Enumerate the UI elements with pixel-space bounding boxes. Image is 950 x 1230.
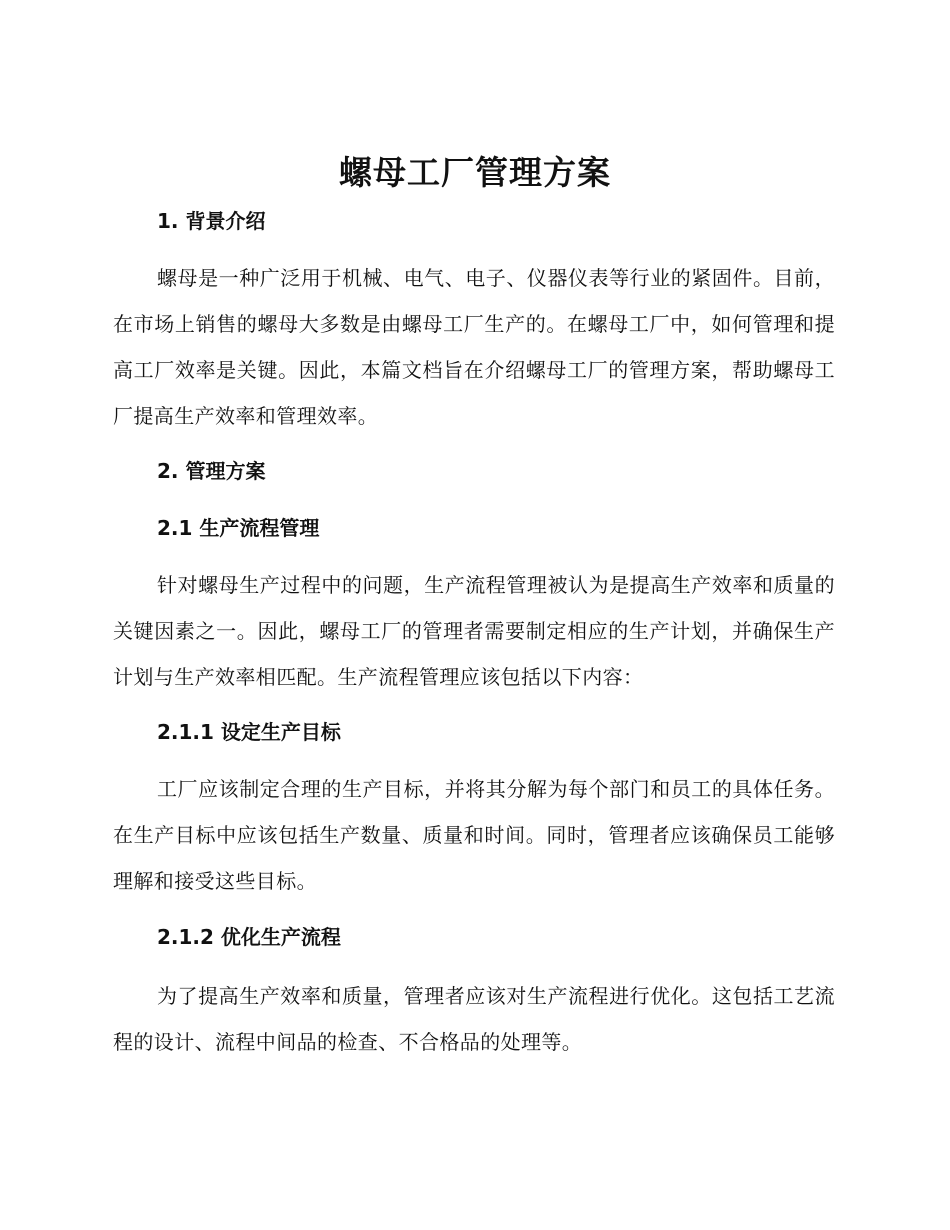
section-heading-optimize-process: 2.1.2 优化生产流程 xyxy=(157,925,341,949)
paragraph-production-process: 针对螺母生产过程中的问题，生产流程管理被认为是提高生产效率和质量的关键因素之一。因此，螺母工厂的管理者需要制定相应的生产计划，并确保生产计划与生产效率相匹配。生产流程管理应该包括以下内容： xyxy=(113,573,835,689)
paragraph-background: 螺母是一种广泛用于机械、电气、电子、仪器仪表等行业的紧固件。目前，在市场上销售的螺母大多数是由螺母工厂生产的。在螺母工厂中，如何管理和提高工厂效率是关键。因此，本篇文档旨在介绍螺母工厂的管理方案，帮助螺母工厂提高生产效率和管理效率。 xyxy=(113,266,835,428)
document-title: 螺母工厂管理方案 xyxy=(339,153,611,192)
section-heading-production-goals: 2.1.1 设定生产目标 xyxy=(157,720,341,744)
section-heading-production-process: 2.1 生产流程管理 xyxy=(157,516,320,540)
paragraph-production-goals: 工厂应该制定合理的生产目标，并将其分解为每个部门和员工的具体任务。在生产目标中应该包括生产数量、质量和时间。同时，管理者应该确保员工能够理解和接受这些目标。 xyxy=(113,777,835,893)
section-heading-management-plan: 2. 管理方案 xyxy=(157,459,266,483)
section-heading-background: 1. 背景介绍 xyxy=(157,209,266,233)
paragraph-optimize-process: 为了提高生产效率和质量，管理者应该对生产流程进行优化。这包括工艺流程的设计、流程中间品的检查、不合格品的处理等。 xyxy=(113,984,835,1054)
